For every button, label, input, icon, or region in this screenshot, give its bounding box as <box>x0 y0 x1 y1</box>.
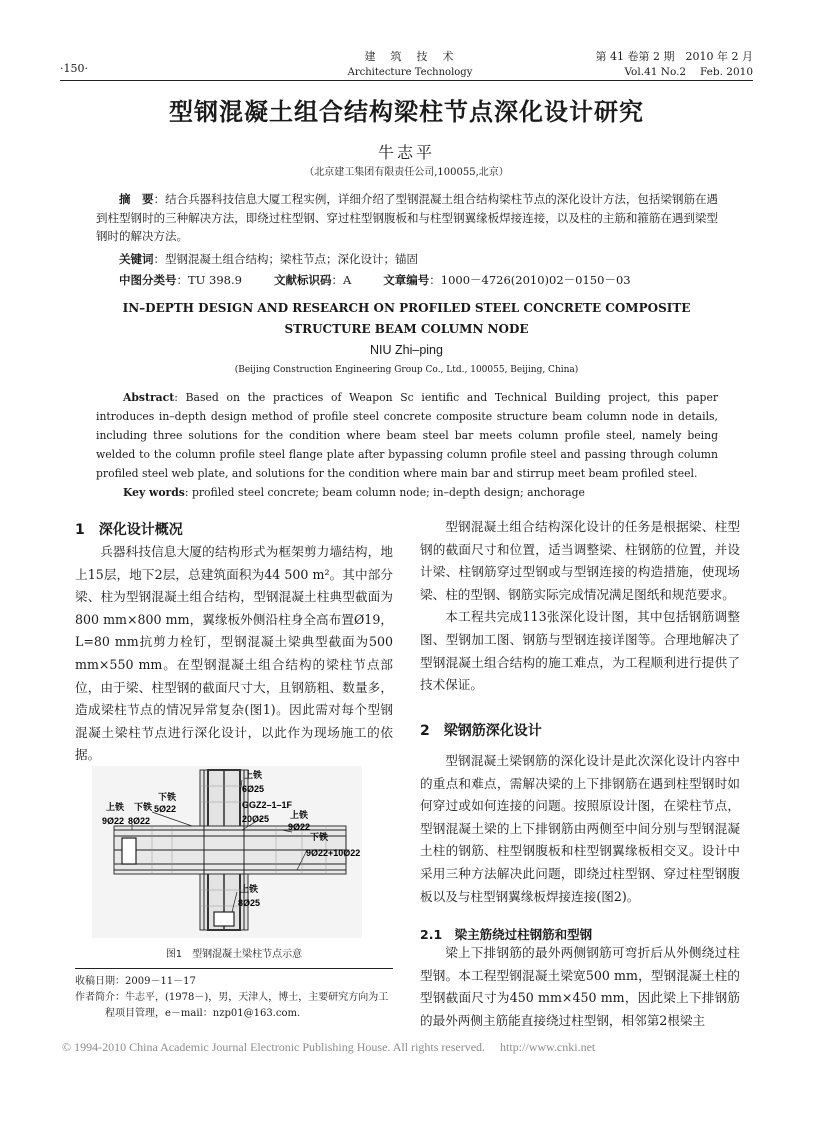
section1-heading: 1 深化设计概况 <box>75 522 183 538</box>
section2-body <box>420 750 740 908</box>
fig-left-bottom-val: 8Ø22 <box>128 816 151 826</box>
en-keywords-label: Key words <box>123 486 185 499</box>
section2-para1: 型钢混凝土梁钢筋的深化设计是此次深化设计内容中的重点和难点，需解决梁的上下排钢筋在遇到柱型钢时如何穿过或如何连接的问题。按照原设计图，在梁柱节点，型钢混凝土梁的上下排钢筋由两侧至中间分别与型钢混凝土柱的钢筋、柱型钢腹板和柱型钢翼缘板相交叉。设计中采用三种方法解决此问题，即绕过柱型钢、穿过柱型钢腹板以及与柱型钢翼缘板焊接连接(图2)。 <box>420 753 740 904</box>
beam-column-node-diagram <box>92 766 362 938</box>
section1-para3: 本工程共完成113张深化设计图，其中包括钢筋调整图、型钢加工图、钢筋与型钢连接详图等。合理地解决了型钢混凝土组合结构的施工难点，为工程顺利进行提供了技术保证。 <box>420 609 740 693</box>
fig-bottom-left-val: 5Ø22 <box>154 804 177 814</box>
en-author: NIU Zhi–ping <box>370 343 443 357</box>
abstract-text: ：结合兵器科技信息大厦工程实例，详细介绍了型钢混凝土组合结构梁柱节点的深化设计方法，包括梁钢筋在遇到柱型钢时的三种解决方法，即绕过柱型钢、穿过柱型钢腹板和与柱型钢翼缘板焊接连接，以及柱的主筋和箍筋在遇到梁型钢时的解决方法。 <box>96 192 718 243</box>
keywords-label: 关键词 <box>119 252 154 266</box>
fig-left-bottom-title: 下铁 <box>134 802 153 812</box>
keywords-cn <box>96 250 718 269</box>
section2-1-body <box>420 942 740 1032</box>
keywords-en <box>96 483 718 502</box>
fig-column-id: GGZ2–1–1F <box>242 800 293 810</box>
author-bio: 作者简介：牛志平，(1978－)，男，天津人，博士，主要研究方向为工程项目管理，e－mail：nzp01@163.com. <box>75 992 389 1019</box>
section2-1-para: 梁上下排钢筋的最外两侧钢筋可弯折后从外侧绕过柱型钢。本工程型钢混凝土梁宽500 mm，型钢混凝土柱的型钢截面尺寸为450 mm×450 mm，因此梁上下排钢筋的最外两侧主筋能直接绕过柱型钢，相邻第2根梁主 <box>420 945 740 1028</box>
en-title-line1: IN–DEPTH DESIGN AND RESEARCH ON PROFILED STEEL CONCRETE COMPOSITE <box>122 301 691 315</box>
abstract-label: 摘 要 <box>119 192 154 206</box>
section2-1-heading: 2.1 梁主筋绕过柱钢筋和型钢 <box>420 927 593 942</box>
volume-cn: 第 41 卷第 2 期 2010 年 2 月 <box>595 50 753 63</box>
received-date: 收稿日期：2009－11－17 <box>75 976 196 987</box>
paper-title: 型钢混凝土组合结构梁柱节点深化设计研究 <box>169 97 644 126</box>
abstract-en <box>96 388 718 483</box>
abstract-cn <box>96 190 718 246</box>
section1-body <box>75 541 393 767</box>
en-abstract-label: Abstract <box>123 391 175 404</box>
fig-top-bar-val: 6Ø25 <box>242 784 265 794</box>
fig-right-top-title: 上铁 <box>290 810 309 820</box>
article-label: 文章编号 <box>383 273 430 287</box>
journal-title-cn: 建 筑 技 术 <box>364 50 456 63</box>
classification-line <box>96 271 718 290</box>
fig-right-bottom-val: 9Ø22+10Ø22 <box>306 848 361 858</box>
clc-value: ：TU 398.9 <box>176 273 242 287</box>
section2-heading: 2 梁钢筋深化设计 <box>420 723 542 739</box>
keywords-text: ：型钢混凝土组合结构；梁柱节点；深化设计；锚固 <box>153 252 418 266</box>
fig-top-bar-title: 上铁 <box>244 770 263 780</box>
volume-en: Vol.41 No.2 Feb. 2010 <box>624 66 753 78</box>
section1-para2: 型钢混凝土组合结构深化设计的任务是根据梁、柱型钢的截面尺寸和位置，适当调整梁、柱钢筋的位置，并设计梁、柱钢筋穿过型钢或与型钢连接的构造措施，使现场梁、柱的型钢、钢筋实际完成情况满足图纸和规范要求。 <box>420 519 740 602</box>
header-rule <box>60 80 753 81</box>
affiliation: （北京建工集团有限责任公司,100055,北京） <box>304 167 509 178</box>
doc-label: 文献标识码 <box>273 273 332 287</box>
footnote-rule <box>75 968 393 969</box>
fig-bottom-title: 上铁 <box>240 884 259 894</box>
article-value: ：1000－4726(2010)02－0150－03 <box>429 273 631 287</box>
fig-left-top-val: 9Ø22 <box>102 816 125 826</box>
copyright-footer: © 1994-2010 China Academic Journal Electronic Publishing House. All rights reserved. http://www.cnki.net <box>62 1040 596 1054</box>
journal-title-en: Architecture Technology <box>347 67 473 78</box>
en-abstract-text: : Based on the practices of Weapon Sc ientific and Technical Building project, this paper introduces in–depth design method of profile steel concrete composite structure beam column node in details, including three solutions for the condition where beam steel bar meets column profile steel, namely being welded to the column profile steel flange plate after bypassing column profile steel and passing through column profiled steel web plate, and solutions for the condition where main bar and stirrup meet beam profiled steel. <box>96 391 718 480</box>
fig-right-bottom-title: 下铁 <box>310 832 329 842</box>
fig-left-top-title: 上铁 <box>106 802 125 812</box>
figure1-caption: 图1 型钢混凝土梁柱节点示意 <box>165 949 303 960</box>
section1-right <box>420 516 740 697</box>
author-name: 牛志平 <box>377 143 435 162</box>
en-affiliation: (Beijing Construction Engineering Group Co., Ltd., 100055, Beijing, China) <box>234 365 579 375</box>
en-title-line2: STRUCTURE BEAM COLUMN NODE <box>284 322 529 336</box>
doc-value: ：A <box>331 273 352 287</box>
figure1 <box>92 766 362 938</box>
fig-column-val: 20Ø25 <box>242 814 270 824</box>
en-keywords-text: : profiled steel concrete; beam column node; in–depth design; anchorage <box>184 486 585 499</box>
page-number: ·150· <box>60 62 88 75</box>
section1-para1: 兵器科技信息大厦的结构形式为框架剪力墙结构，地上15层，地下2层，总建筑面积为44 500 m²。其中部分梁、柱为型钢混凝土组合结构，型钢混凝土柱典型截面为800 mm×800 mm，翼缘板外侧沿柱身全高布置Ø19，L=80 mm抗剪力栓钉，型钢混凝土梁典型截面为500 mm×550 mm。在型钢混凝土组合结构的梁柱节点部位，由于梁、柱型钢的截面尺寸大，且钢筋粗、数量多，造成梁柱节点的情况异常复杂(图1)。因此需对每个型钢混凝土梁柱节点进行深化设计，以此作为现场施工的依据。 <box>75 544 393 763</box>
fig-bottom-val: 8Ø25 <box>238 898 261 908</box>
clc-label: 中图分类号 <box>119 273 177 287</box>
fig-bottom-left-title: 下铁 <box>158 792 177 802</box>
fig-right-top-val: 9Ø22 <box>288 822 311 832</box>
